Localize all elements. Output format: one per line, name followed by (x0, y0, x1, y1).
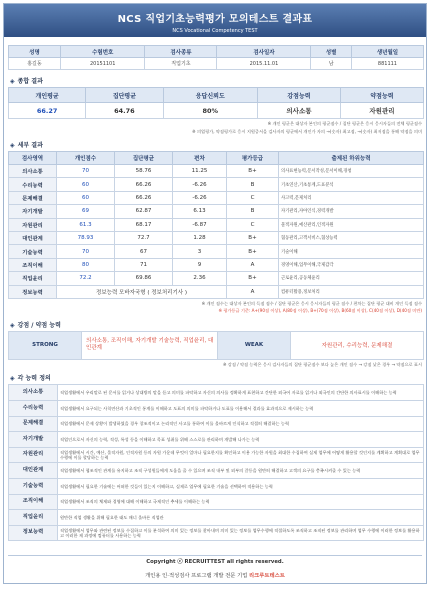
grade: A (227, 258, 279, 271)
company-brand: 리크루트테스트 (249, 573, 285, 579)
strength-note: ※ 강점 / 약점 능력은 응시 검사자들의 집단 평균점수 보다 높은 개인 점수 → 강점 낮은 경우 → 약점으로 표시 (222, 361, 422, 367)
grade: A (227, 285, 279, 298)
footer-divider (8, 555, 422, 556)
deviation: -6.87 (173, 218, 227, 231)
personal-score: 69 (57, 205, 115, 218)
detail-header: 편차 (173, 152, 227, 165)
table-row (9, 258, 424, 271)
strength-section-title: ◈ 강점 / 약점 능력 (10, 321, 61, 329)
table-row (9, 285, 424, 298)
area-name: 정보능력 (9, 285, 57, 298)
definition-name: 수리능력 (9, 401, 58, 417)
deviation: 2.36 (173, 272, 227, 285)
summary-note: ※ 개인 평균은 대상자 본인의 평균점수 / 집단 평균은 응시 응시자들의 전체 평균점수 (267, 121, 422, 126)
summary-header: 약점능력 (340, 88, 423, 103)
grade: C (227, 218, 279, 231)
grade: B+ (227, 165, 279, 178)
table-row (9, 165, 424, 178)
weakness-ability: 자원관리 (340, 103, 423, 119)
exam-date: 2015.11.01 (217, 58, 311, 70)
deviation: 9 (173, 258, 227, 271)
area-name: 자기개발 (9, 205, 57, 218)
area-name: 대인관계 (9, 231, 57, 244)
sub-abilities: 의사표현능력,문서작성,문서이해,경청 (279, 165, 424, 178)
page-title: NCS 직업기초능력평가 모의테스트 결과표 (117, 14, 313, 25)
definition-text: 직업생활에서 협조적인 관계를 유지하고 조직 구성원들에게 도움을 줄 수 있으며 조직 내부 및 외부의 갈등을 원만히 해결하고 고객의 요구를 충족시켜줄 수 있는 능력 (58, 463, 424, 479)
sub-abilities: 컴퓨터활용,정보처리 (279, 285, 424, 298)
info-ability-note: 정보능력 모바자국형 ( 정보처리기사 ) (57, 285, 227, 298)
sub-abilities: 협동관리,고객서비스,협상능력 (279, 231, 424, 244)
grade: B+ (227, 231, 279, 244)
detail-header: 개인점수 (57, 152, 115, 165)
sub-abilities: 근로윤리,공동체윤리 (279, 272, 424, 285)
definition-row (9, 447, 424, 463)
group-average: 71 (115, 258, 173, 271)
group-average: 66.26 (115, 178, 173, 191)
detail-table (8, 151, 424, 299)
definition-text: 직업생활에서 요구되는 사칙연산과 기초적인 통계를 이해하고 도표의 의미를 파악하거나 도표를 이용해서 결과를 효과적으로 제시하는 능력 (58, 401, 424, 417)
footer (4, 557, 426, 579)
sub-abilities: 기초연산,기초통계,도표분석 (279, 178, 424, 191)
examinee-info-table (8, 45, 424, 70)
definition-row (9, 510, 424, 526)
grade: C (227, 191, 279, 204)
sub-abilities: 물적자원,예산관리,인적자원 (279, 218, 424, 231)
deviation: -6.26 (173, 191, 227, 204)
personal-score: 78.93 (57, 231, 115, 244)
detail-header: 검사영역 (9, 152, 57, 165)
info-header: 생년월일 (351, 46, 423, 58)
strength-ability: 의사소통 (257, 103, 340, 119)
info-header: 검사일자 (217, 46, 311, 58)
gender: 남 (311, 58, 352, 70)
summary-header: 응답신뢰도 (163, 88, 257, 103)
group-average: 58.76 (115, 165, 173, 178)
birth-date: 881111 (351, 58, 423, 70)
grade: B+ (227, 245, 279, 258)
definition-name: 기술능력 (9, 478, 58, 494)
definition-row (9, 478, 424, 494)
definition-text: 직업생활에서 업무와 관련된 정보를 수집하고 이를 분석하여 의미 있는 정보를 찾아내며 의미 있는 정보를 업무수행에 적절하도록 조직하고 조직된 정보를 관리하며 업무 수행에 이러한 정보를 활용하고 이러한 제 과정에 컴퓨터를 사용하는 능력 (58, 525, 424, 541)
strength-weakness-table (8, 331, 424, 360)
personal-score: 60 (57, 178, 115, 191)
definition-text: 직업생활에서 우리말로 된 문서를 읽거나 상대방의 말을 듣고 의미를 파악하고 자신의 의사를 정확하게 표현하고 간단한 외국어 자료를 읽거나 외국인의 간단한 의사표시를 이해하는 능력 (58, 385, 424, 401)
weak-abilities: 자원관리, 수리능력, 문제해결 (291, 331, 424, 359)
definition-text: 직업생활에서 필요한 기술에는 어떠한 것들이 있는지 이해하고, 실제로 업무에 필요한 기술을 선택하여 적용하는 능력 (58, 478, 424, 494)
group-average: 66.26 (115, 191, 173, 204)
detail-rows (9, 165, 424, 299)
area-name: 조직이해 (9, 258, 57, 271)
definition-row (9, 401, 424, 417)
detail-note: ※ 개인 점수는 대상자 본인의 득점 점수 / 집단 평균은 응시 응시자들의 평균 점수 / 편차는 집단 평균 대비 개인 득점 점수 (201, 300, 422, 306)
response-reliability: 80% (163, 103, 257, 119)
definition-rows (9, 385, 424, 541)
personal-score: 70 (57, 245, 115, 258)
copyright: Copyright ⓒ RECRUITTEST all rights reserved. (146, 559, 284, 565)
area-name: 의사소통 (9, 165, 57, 178)
definition-name: 직업윤리 (9, 510, 58, 526)
sub-abilities: 기술이해 (279, 245, 424, 258)
definition-name: 대인관계 (9, 463, 58, 479)
table-row (9, 205, 424, 218)
summary-header: 개인평균 (9, 88, 86, 103)
definition-row (9, 416, 424, 432)
personal-score: 80 (57, 258, 115, 271)
strong-label: STRONG (9, 331, 82, 359)
examinee-name: 홍길동 (9, 58, 61, 70)
deviation: 1.28 (173, 231, 227, 244)
area-name: 기술능력 (9, 245, 57, 258)
strong-abilities: 의사소통, 조직이해, 자기개발 기술능력, 직업윤리, 대인관계 (82, 331, 218, 359)
definition-name: 정보능력 (9, 525, 58, 541)
definition-text: 원만한 직업 생활을 위해 필요한 태도 매너 올바른 직업관 (58, 510, 424, 526)
title-banner (4, 4, 426, 37)
table-row (9, 272, 424, 285)
detail-header: 집단평균 (115, 152, 173, 165)
summary-section-title: ◈ 종합 결과 (10, 78, 43, 85)
sub-abilities: 사고력,문제처리 (279, 191, 424, 204)
grade-criteria-note: ※ 평가등급 기준: A+(90점 이상), A(80점 이상), B+(70점 이상), B(60점 이상), C(40점 이상), D(40점 미만) (218, 308, 422, 314)
diamond-bullet-icon: ◈ (10, 142, 15, 149)
personal-score: 60 (57, 191, 115, 204)
definition-row (9, 432, 424, 448)
definitions-section-title: ◈ 각 능력 정의 (10, 375, 51, 383)
personal-score: 70 (57, 165, 115, 178)
grade: B (227, 178, 279, 191)
info-header: 성명 (9, 46, 61, 58)
definition-name: 자원관리 (9, 447, 58, 463)
group-average: 67 (115, 245, 173, 258)
table-row (9, 218, 424, 231)
sub-abilities: 자기관리,자아인식,경력개발 (279, 205, 424, 218)
group-average: 62.87 (115, 205, 173, 218)
detail-header: 출제된 하위능력 (279, 152, 424, 165)
table-row (9, 178, 424, 191)
personal-score: 72.2 (57, 272, 115, 285)
exam-number: 20151101 (60, 58, 144, 70)
group-average: 69.86 (115, 272, 173, 285)
detail-section-title: ◈ 세부 결과 (10, 142, 43, 149)
definition-row (9, 385, 424, 401)
definition-row (9, 525, 424, 541)
info-header: 검사종류 (145, 46, 217, 58)
diamond-bullet-icon: ◈ (10, 78, 15, 85)
group-average: 72.7 (115, 231, 173, 244)
area-name: 직업윤리 (9, 272, 57, 285)
personal-score: 61.3 (57, 218, 115, 231)
personal-average: 66.27 (9, 103, 86, 119)
group-average: 64.76 (86, 103, 163, 119)
sub-abilities: 경영이해,업무이해,국제감각 (279, 258, 424, 271)
table-row (9, 231, 424, 244)
definition-text: 직업생활에서 조직의 체제와 경영에 대해 이해하고 국제적인 추세를 이해하는 능력 (58, 494, 424, 510)
info-header: 성별 (311, 46, 352, 58)
definition-name: 의사소통 (9, 385, 58, 401)
summary-header: 집단평균 (86, 88, 163, 103)
definition-text: 직업생활에서 시간, 예산, 물적자원, 인적자원 등의 자원 가운데 무엇이 얼마나 필요한지를 확인하고 이용 가능한 자원을 최대한 수집하여 실제 업무에 어떻게 활용할 것인지를 계획하고 계획대로 업무 수행에 이를 할당하는 능력 (58, 447, 424, 463)
result-sheet (3, 3, 427, 584)
definition-name: 조직이해 (9, 494, 58, 510)
summary-table (8, 87, 424, 119)
diamond-bullet-icon: ◈ (10, 321, 15, 329)
area-name: 자원관리 (9, 218, 57, 231)
definition-text: 직업인으로서 자신의 능력, 적성, 특성 등을 이해하고 목표 성취를 위해 스스로를 관리하며 개발해 나가는 능력 (58, 432, 424, 448)
deviation: 11.25 (173, 165, 227, 178)
definitions-table (8, 384, 424, 541)
definition-row (9, 463, 424, 479)
grade: B (227, 205, 279, 218)
definition-name: 자기개발 (9, 432, 58, 448)
summary-note-2: ※ 의업평가, 약점평가로 응시 지원증서을 검사자의 평균에서 개인가 자의 →(숫자) 최고점, →(숫자) 최저점을 통해 약점을 의미 (192, 128, 422, 134)
definition-name: 문제해결 (9, 416, 58, 432)
weak-label: WEAK (218, 331, 291, 359)
diamond-bullet-icon: ◈ (10, 375, 15, 383)
definition-row (9, 494, 424, 510)
exam-type: 직업기초 (145, 58, 217, 70)
grade: B+ (227, 272, 279, 285)
table-row (9, 245, 424, 258)
detail-header: 평가등급 (227, 152, 279, 165)
deviation: 6.13 (173, 205, 227, 218)
group-average: 68.17 (115, 218, 173, 231)
info-header: 수험번호 (60, 46, 144, 58)
deviation: -6.26 (173, 178, 227, 191)
area-name: 문제해결 (9, 191, 57, 204)
page-subtitle: NCS Vocational Competency TEST (172, 28, 258, 34)
definition-text: 직업생활에서 문제 상황이 발생하였을 경우 창조적이고 논리적인 사고를 통하여 이를 올바르게 인식하고 적절히 해결하는 능력 (58, 416, 424, 432)
deviation: 3 (173, 245, 227, 258)
area-name: 수리능력 (9, 178, 57, 191)
summary-header: 강점능력 (257, 88, 340, 103)
company-caption: 개인용 인·적성검사 프로그램 개발 전문 기업 리크루트테스트 (145, 573, 285, 579)
table-row (9, 191, 424, 204)
